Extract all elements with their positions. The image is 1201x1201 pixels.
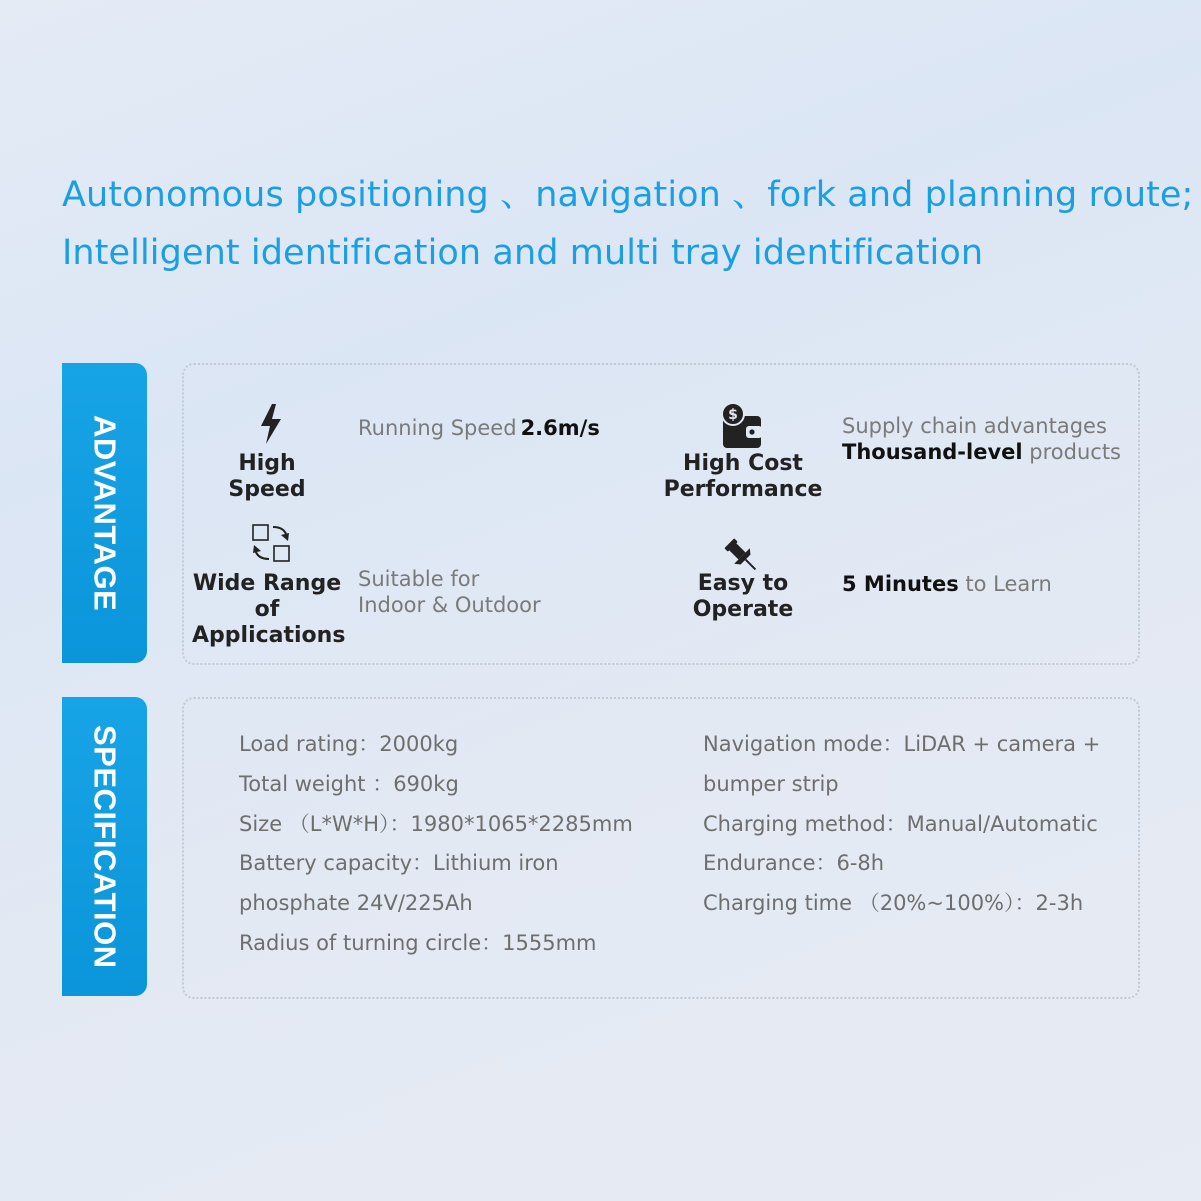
expand-arrows-icon — [250, 523, 292, 565]
wide-range-line-2: of — [254, 597, 280, 622]
high-speed-value: 2.6m/s — [520, 416, 600, 440]
spec-line: Battery capacity：Lithium iron — [239, 851, 559, 876]
spec-line: Endurance：6-8h — [703, 851, 885, 876]
wallet-dollar-icon — [717, 402, 767, 450]
advantage-tab-label: ADVANTAGE — [87, 414, 123, 612]
spec-line: Charging method：Manual/Automatic — [703, 811, 1098, 836]
pushpin-icon — [721, 536, 763, 576]
wide-range-desc-line-2: Indoor & Outdoor — [358, 593, 541, 617]
spec-line: bumper strip — [703, 771, 839, 796]
wide-range-line-3: Applications — [192, 623, 346, 648]
wide-range-desc-line-1: Suitable for — [358, 567, 480, 591]
headline-line-2: Intelligent identification and multi tray identification — [62, 233, 984, 273]
cost-desc-line-2 — [842, 439, 1121, 465]
spec-line: Total weight ：690kg — [239, 771, 459, 796]
cost-desc-line-1: Supply chain advantages — [842, 414, 1107, 438]
cost-desc-rest: products — [1029, 440, 1121, 464]
easy-operate-desc — [842, 571, 1052, 597]
wide-range-desc — [358, 566, 541, 618]
headline-line-1: Autonomous positioning 、navigation 、fork and planning route; — [62, 175, 1194, 215]
spec-list-right — [703, 725, 1100, 924]
spec-line: Radius of turning circle：1555mm — [239, 930, 597, 955]
headline — [62, 166, 1194, 282]
cost-desc — [842, 413, 1121, 465]
specification-tab — [62, 697, 147, 996]
high-speed-label: High Speed — [228, 451, 306, 502]
cost-label-line-1: High Cost — [683, 451, 803, 476]
easy-desc-bold: 5 Minutes — [842, 572, 959, 596]
cost-performance-label — [660, 451, 826, 503]
spec-line: phosphate 24V/225Ah — [239, 891, 473, 916]
easy-label-line-2: Operate — [692, 597, 794, 622]
easy-label-line-1: Easy to — [697, 571, 789, 596]
advantage-tab — [62, 363, 147, 663]
spec-line: Navigation mode：LiDAR + camera + — [703, 732, 1101, 756]
high-speed-desc-text: Running Speed — [358, 416, 517, 440]
wide-range-line-1: Wide Range — [192, 571, 342, 596]
easy-desc-rest: to Learn — [965, 572, 1052, 596]
svg-text:$: $ — [728, 407, 738, 423]
easy-operate-label — [670, 571, 816, 623]
spec-line: Load rating：2000kg — [239, 732, 459, 756]
spec-line: Size （L*W*H）：1980*1065*2285mm — [239, 811, 633, 836]
lightning-icon — [251, 404, 291, 446]
specification-tab-label: SPECIFICATION — [87, 724, 123, 969]
cost-label-line-2: Performance — [663, 477, 823, 502]
spec-line: Charging time （20%~100%）：2-3h — [703, 891, 1084, 916]
high-speed-desc — [358, 415, 600, 441]
spec-list-left — [239, 725, 633, 964]
cost-desc-bold: Thousand-level — [842, 440, 1023, 464]
wide-range-label — [192, 571, 346, 649]
